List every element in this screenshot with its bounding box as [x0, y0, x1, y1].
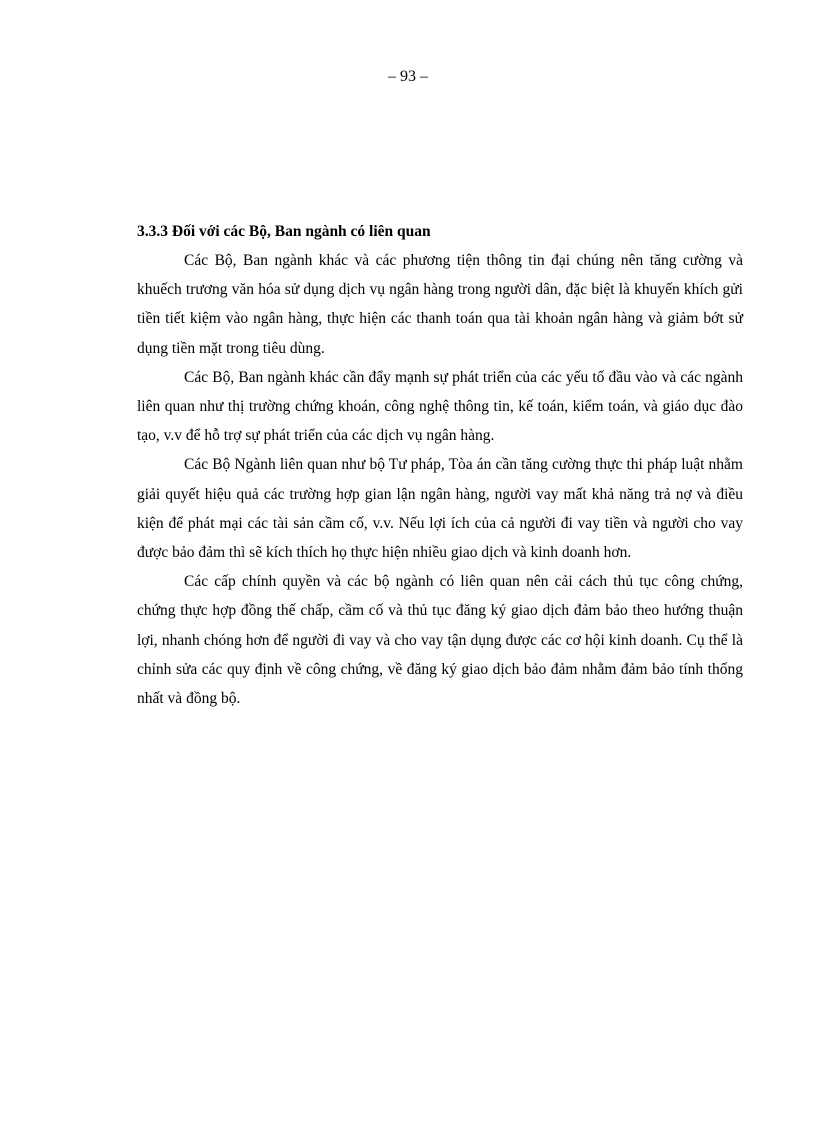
paragraph: Các Bộ Ngành liên quan như bộ Tư pháp, Tòa án cần tăng cường thực thi pháp luật nhằm giải quyết hiệu quả các trường hợp gian lận ngân hàng, người vay mất khả năng trả nợ và điều kiện để phát mại các tài sản cầm cố, v.v. Nếu lợi ích của cả người đi vay tiền và người cho vay được bảo đảm thì sẽ kích thích họ thực hiện nhiều giao dịch và kinh doanh hơn. [137, 456, 743, 562]
section-heading: 3.3.3 Đối với các Bộ, Ban ngành có liên quan [137, 223, 431, 240]
paragraph: Các Bộ, Ban ngành khác và các phương tiện thông tin đại chúng nên tăng cường và khuếch trương văn hóa sử dụng dịch vụ ngân hàng trong người dân, đặc biệt là khuyến khích gửi tiền tiết kiệm vào ngân hàng, thực hiện các thanh toán qua tài khoản ngân hàng và giảm bớt sử dụng tiền mặt trong tiêu dùng. [137, 252, 743, 357]
page-number: – 93 – [388, 68, 428, 85]
paragraph: Các Bộ, Ban ngành khác cần đẩy mạnh sự phát triển của các yếu tố đầu vào và các ngành liên quan như thị trường chứng khoán, công nghệ thông tin, kế toán, kiểm toán, và giáo dục đào tạo, v.v để hỗ trợ sự phát triển của các dịch vụ ngân hàng. [137, 368, 743, 445]
paragraph: Các cấp chính quyền và các bộ ngành có liên quan nên cải cách thủ tục công chứng, chứng thực hợp đồng thế chấp, cầm cố và thủ tục đăng ký giao dịch đảm bảo theo hướng thuận lợi, nhanh chóng hơn để người đi vay và cho vay tận dụng được các cơ hội kinh doanh. Cụ thể là chỉnh sửa các quy định về công chứng, về đăng ký giao dịch bảo đảm nhằm đảm bảo tính thống nhất và đồng bộ. [137, 573, 743, 708]
section-body [137, 218, 743, 713]
